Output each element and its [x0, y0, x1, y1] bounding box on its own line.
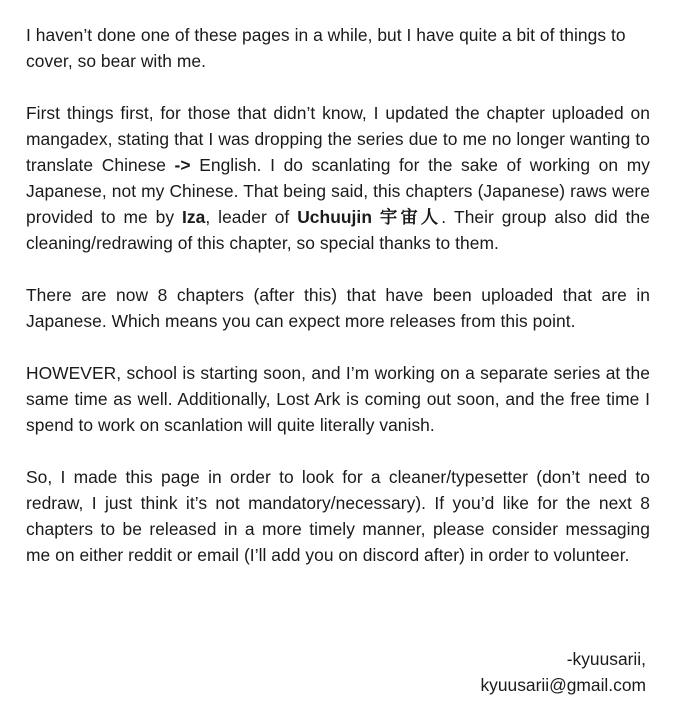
- paragraph-text: First things first, for those that didn’t know, I updated the chapter uploaded on mangadex, stating that I was dropping the series due to me no longer wanting to translate Chinese: [26, 103, 650, 175]
- paragraph-text: English. I do scanlating for the sake of working on my Japanese, not my Chinese. That being said, this chapters (Japanese) raws were provided to me by: [26, 155, 650, 227]
- paragraph-recruitment: So, I made this page in order to look for a cleaner/typesetter (don’t need to redraw, I just think it’s not mandatory/necessary). If you’d like for the next 8 chapters to be released in a more timely manner, please consider messaging me on either reddit or email (I’ll add you on discord after) in order to volunteer.: [26, 467, 650, 565]
- paragraph-chapters-available: There are now 8 chapters (after this) that have been uploaded that are in Japanese. Which means you can expect more releases from this point.: [26, 285, 650, 331]
- arrow-text: ->: [174, 155, 191, 175]
- paragraph-however: HOWEVER, school is starting soon, and I’m working on a separate series at the same time as well. Additionally, Lost Ark is coming out soon, and the free time I spend to work on scanlation will quite literally vanish.: [26, 363, 650, 435]
- paragraph-dropping-series: [26, 100, 650, 256]
- raw-provider-name: Iza: [182, 207, 206, 227]
- signature-name: -kyuusarii,: [566, 649, 646, 669]
- translator-note: [26, 22, 650, 594]
- paragraph-text: . Their group also did the cleaning/redrawing of this chapter, so special thanks to them.: [26, 207, 650, 253]
- signature-block: [480, 646, 646, 698]
- signature-email: kyuusarii@gmail.com: [480, 675, 646, 695]
- paragraph-text: , leader of: [205, 207, 298, 227]
- group-name: Uchuujin 宇宙人: [297, 207, 442, 227]
- paragraph-intro: I haven’t done one of these pages in a while, but I have quite a bit of things to cover, so bear with me.: [26, 25, 626, 71]
